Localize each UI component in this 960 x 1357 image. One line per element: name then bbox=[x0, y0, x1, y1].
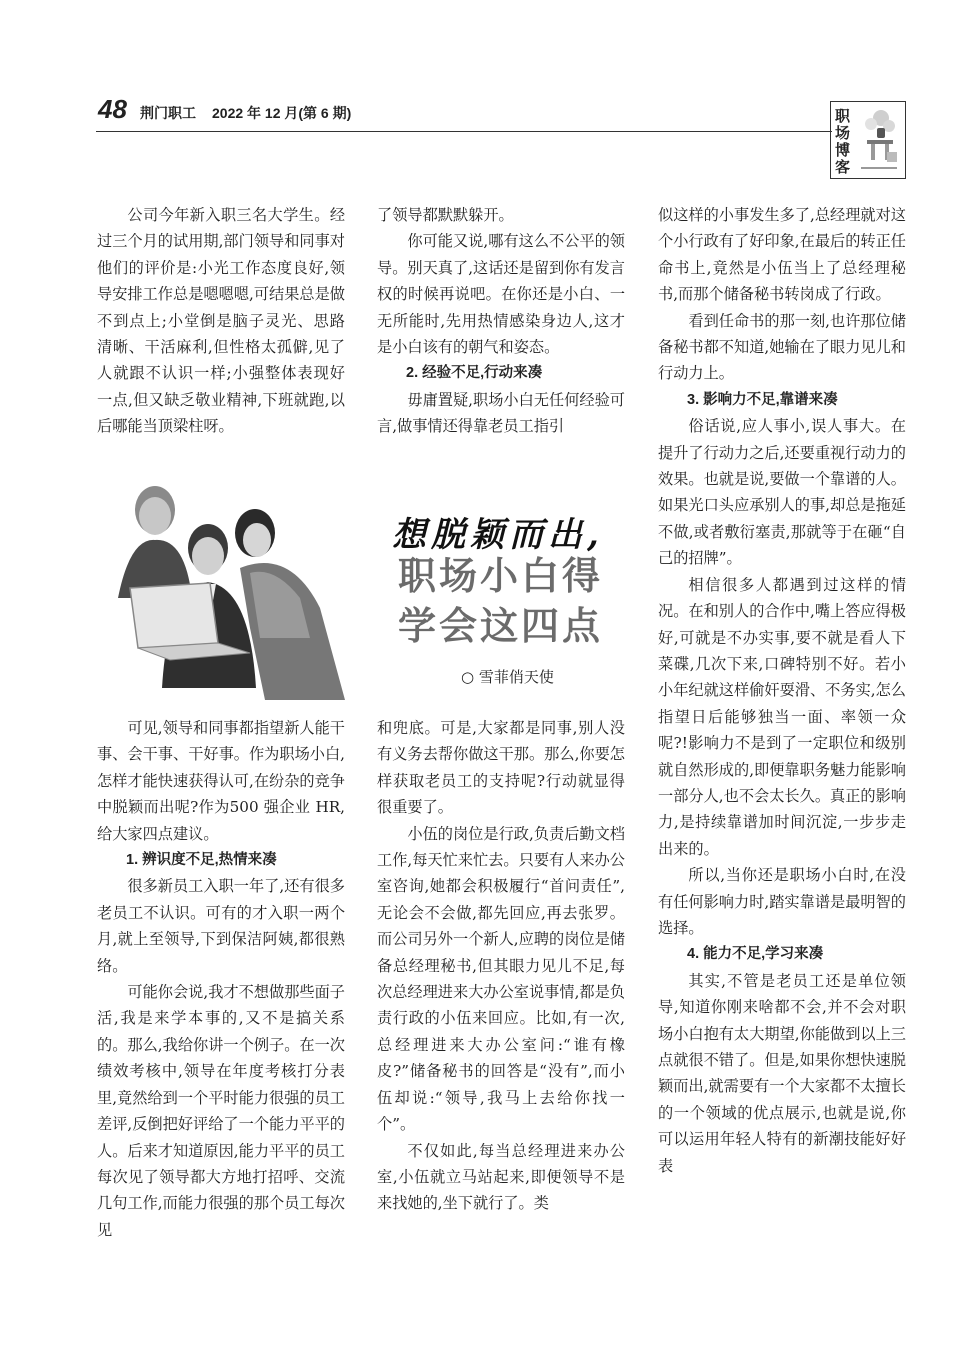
column-badge bbox=[830, 101, 906, 179]
header-rule bbox=[96, 131, 832, 132]
paragraph: 相信很多人都遇到过这样的情况。在和别人的合作中,嘴上答应得极好,可就是不办实事,要不就是看人下菜碟,几次下来,口碑特别不好。若小小年纪就这样偷奸耍滑、不务实,怎么指望日后能够独当一面、率领一众呢?!影响力不是到了一定职位和级别就自然形成的,即便靠职务魅力能影响一部分人,也不会太长久。真正的影响力,是持续靠谱加时间沉淀,一步步走出来的。 bbox=[658, 575, 906, 858]
column-1-intro bbox=[97, 202, 345, 440]
column-2-intro bbox=[377, 202, 625, 440]
paragraph: 可见,领导和同事都指望新人能干事、会干事、干好事。作为职场小白,怎样才能快速获得认可,在纷杂的竞争中脱颖而出呢?作为500 强企业 HR,给大家四点建议。 bbox=[97, 719, 345, 843]
paragraph: 不仅如此,每当总经理进来办公室,小伍就立马站起来,即便领导不是来找她的,坐下就行了。类 bbox=[377, 1141, 625, 1213]
page-number: 48 bbox=[98, 94, 127, 124]
office-worker-illustration bbox=[857, 108, 901, 174]
column-2-body bbox=[377, 715, 625, 1217]
article-title-line-3: 学会这四点 bbox=[398, 606, 604, 648]
article-title-line-1: 想脱颖而出, bbox=[392, 515, 604, 555]
paragraph: 可能你会说,我才不想做那些面子活,我是来学本事的,又不是搞关系的。那么,我给你讲一个例子。在一次绩效考核中,领导在年度考核打分表里,竟然给到一个平时能力很强的员工差评,反倒把好评给了一个能力平平的人。后来才知道原因,能力平平的员工每次见了领导都大方地打招呼、交流几句工作,而能力很强的那个员工每次见 bbox=[97, 983, 345, 1239]
paragraph: 俗话说,应人事小,误人事大。在提升了行动力之后,还要重视行动力的效果。也就是说,要做一个靠谱的人。如果光口头应承别人的事,却总是拖延不做,或者敷衍塞责,那就等于在砸“自己的招牌”。 bbox=[658, 417, 906, 568]
article-title-lines-2-3 bbox=[398, 552, 603, 652]
column-label: 职场博客 bbox=[835, 108, 851, 176]
magazine-name: 荆门职工 bbox=[140, 105, 196, 121]
section-heading-3: 3. 影响力不足,靠谱来凑 bbox=[687, 391, 838, 408]
section-heading-2: 2. 经验不足,行动来凑 bbox=[406, 365, 543, 382]
article-title-line-2: 职场小白得 bbox=[398, 556, 604, 598]
paragraph: 小伍的岗位是行政,负责后勤文档工作,每天忙来忙去。只要有人来办公室咨询,她都会积极履行“首问责任”,无论会不会做,都先回应,再去张罗。而公司另外一个新人,应聘的岗位是储备总经理秘书,但其眼力见儿不足,每次总经理进来大办公室说事情,都是负责行政的小伍来回应。比如,有一次,总经理进来大办公室问:“谁有橡皮?”储备秘书的回答是“没有”,而小伍却说:“领导,我马上去给你找一个”。 bbox=[377, 824, 625, 1134]
paragraph: 看到任命书的那一刻,也许那位储备秘书都不知道,她输在了眼力见儿和行动力上。 bbox=[658, 311, 906, 383]
paragraph: 了领导都默默躲开。 bbox=[377, 206, 514, 224]
paragraph: 似这样的小事发生多了,总经理就对这个小行政有了好印象,在最后的转正任命书上,竟然是小伍当上了总经理秘书,而那个储备秘书转岗成了行政。 bbox=[658, 206, 906, 304]
paragraph: 其实,不管是老员工还是单位领导,知道你刚来啥都不会,并不会对职场小白抱有太大期望,你能做到以上三点就很不错了。但是,如果你想快速脱颖而出,就需要有一个大家都不太擅长的一个领域的优点展示,也就是说,你可以运用年轻人特有的新潮技能好好表 bbox=[658, 971, 906, 1175]
paragraph: 你可能又说,哪有这么不公平的领导。别天真了,这话还是留到你有发言权的时候再说吧。在你还是小白、一无所能时,先用热情感染身边人,这才是小白该有的朝气和姿态。 bbox=[377, 232, 625, 357]
column-1-body bbox=[97, 715, 345, 1243]
paragraph: 很多新员工入职一年了,还有很多老员工不认识。可有的才入职一两个月,就上至领导,下到保洁阿姨,都很熟络。 bbox=[97, 877, 345, 975]
section-heading-1: 1. 辨识度不足,热情来凑 bbox=[126, 852, 277, 869]
author-byline: ○ 雪菲俏天使 bbox=[461, 668, 554, 686]
intro-paragraph: 公司今年新入职三名大学生。经过三个月的试用期,部门领导和同事对他们的评价是:小光工作态度良好,领导安排工作总是嗯嗯嗯,可结果总是做不到点上;小堂倒是脑子灵光、思路清晰、干活麻利,但性格太孤僻,见了人就跟不认识一样;小强整体表现好一点,但又缺乏敬业精神,下班就跑,以后哪能当顶梁柱呀。 bbox=[97, 206, 345, 436]
paragraph: 和兜底。可是,大家都是同事,别人没有义务去帮你做这干那。那么,你要怎样获取老员工的支持呢?行动就显得很重要了。 bbox=[377, 719, 625, 817]
paragraph: 毋庸置疑,职场小白无任何经验可言,做事情还得靠老员工指引 bbox=[377, 390, 625, 436]
column-3-body bbox=[658, 202, 906, 1179]
paragraph: 所以,当你还是职场小白时,在没有任何影响力时,踏实靠谱是最明智的选择。 bbox=[658, 866, 906, 937]
section-heading-4: 4. 能力不足,学习来凑 bbox=[687, 946, 824, 963]
three-colleagues-laptop-photo bbox=[100, 478, 350, 703]
issue-date: 2022 年 12 月(第 6 期) bbox=[212, 105, 352, 121]
